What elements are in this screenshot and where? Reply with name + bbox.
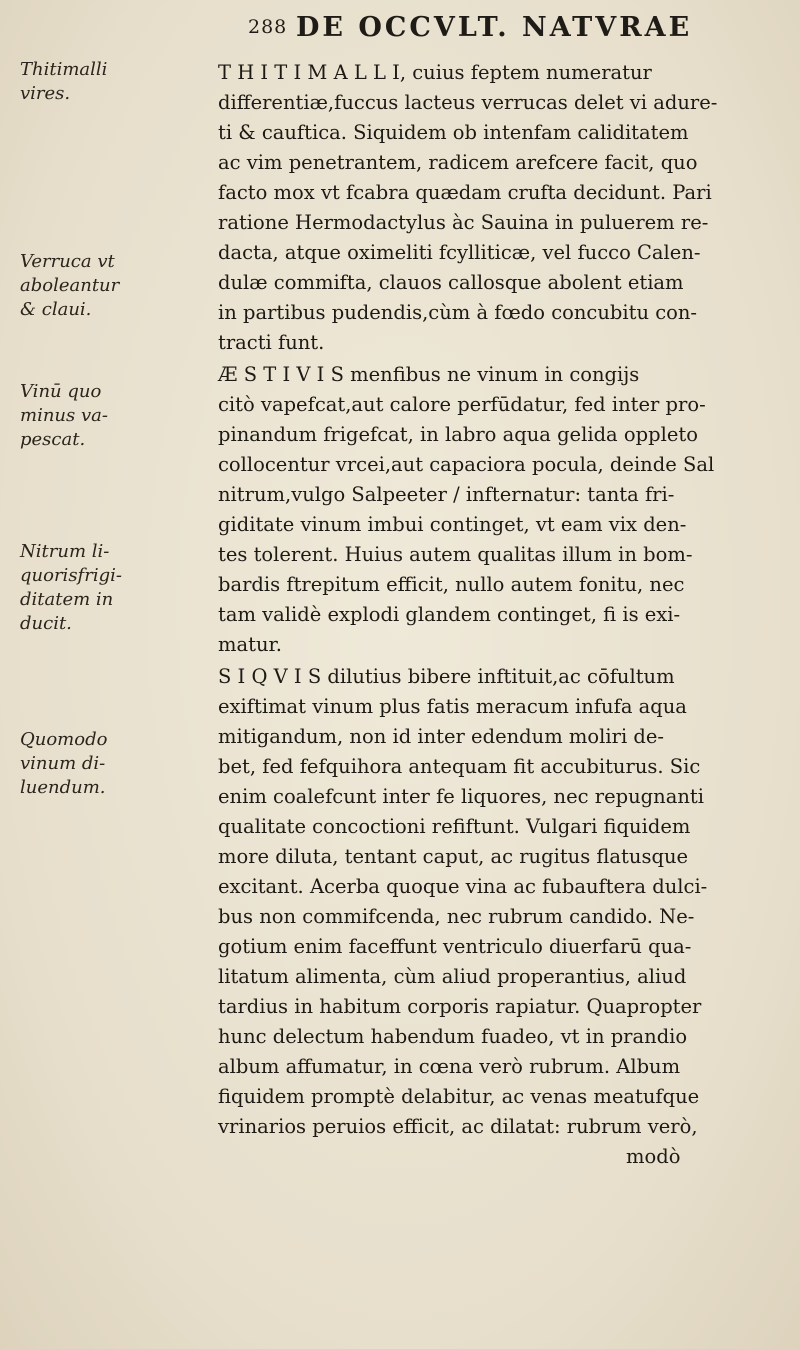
text-line: mitigandum, non id inter edendum moliri de- — [218, 725, 664, 748]
running-head: DE OCCVLT. NATVRAE — [296, 12, 693, 43]
text-line: T H I T I M A L L I, cuius feptem numeratur — [218, 61, 652, 84]
text-line: enim coalefcunt inter fe liquores, nec repugnanti — [218, 785, 704, 808]
margin-note-verruca: Verruca vt aboleantur & claui. — [20, 251, 120, 320]
margin-note-vinum: Vinū quo minus va- pescat. — [20, 381, 108, 450]
text-line: gotium enim faceffunt ventriculo diuerfarū qua- — [218, 935, 692, 958]
margin-note-quomodo: Quomodo vinum di- luendum. — [20, 729, 108, 798]
text-line: tracti funt. — [218, 331, 325, 354]
text-line: bardis ftrepitum efficit, nullo autem fonitu, nec — [218, 573, 685, 596]
page-header — [0, 12, 800, 52]
page-number: 288 — [248, 16, 288, 38]
catchword: modò — [626, 1145, 681, 1168]
text-line: tam validè explodi glandem continget, fi is exi- — [218, 603, 681, 626]
text-line: qualitate concoctioni refiftunt. Vulgari fiquidem — [218, 815, 691, 838]
text-line: ac vim penetrantem, radicem arefcere facit, quo — [218, 151, 698, 174]
text-line: vrinarios peruios efficit, ac dilatat: rubrum verò, — [218, 1115, 698, 1138]
text-line: giditate vinum imbui continget, vt eam vix den- — [218, 513, 687, 536]
text-line: excitant. Acerba quoque vina ac fubauftera dulci- — [218, 875, 708, 898]
text-line: ti & cauftica. Siquidem ob intenfam caliditatem — [218, 121, 689, 144]
text-line: pinandum frigefcat, in labro aqua gelida oppleto — [218, 423, 698, 446]
text-line: nitrum,vulgo Salpeeter / infternatur: tanta fri- — [218, 483, 675, 506]
text-line: dulæ commifta, clauos callosque abolent etiam — [218, 271, 684, 294]
text-line: collocentur vrcei,aut capaciora pocula, deinde Sal — [218, 453, 715, 476]
text-line: S I Q V I S dilutius bibere inftituit,ac cōfultum — [218, 665, 675, 688]
text-line: bus non commifcenda, nec rubrum candido. Ne- — [218, 905, 695, 928]
text-line: litatum alimenta, cùm aliud properantius, aliud — [218, 965, 687, 988]
text-line: ratione Hermodactylus àc Sauina in puluerem re- — [218, 211, 709, 234]
text-line: bet, fed fefquihora antequam fit accubiturus. Sic — [218, 755, 701, 778]
margin-note-nitrum: Nitrum li- quorisfrigi- ditatem in ducit. — [20, 541, 122, 634]
text-line: fiquidem promptè delabitur, ac venas meatufque — [218, 1085, 700, 1108]
text-line: hunc delectum habendum fuadeo, vt in prandio — [218, 1025, 688, 1048]
text-line: tes tolerent. Huius autem qualitas illum in bom- — [218, 543, 693, 566]
text-line: exiftimat vinum plus fatis meracum infufa aqua — [218, 695, 687, 718]
body-text — [218, 58, 786, 1318]
margin-note-thitimalli: Thitimalli vires. — [20, 59, 108, 104]
text-line: dacta, atque oximeliti fcylliticæ, vel fucco Calen- — [218, 241, 701, 264]
text-line: matur. — [218, 633, 282, 656]
text-line: differentiæ,fuccus lacteus verrucas delet vi adure- — [218, 91, 718, 114]
text-line: more diluta, tentant caput, ac rugitus flatusque — [218, 845, 689, 868]
text-line: citò vapefcat,aut calore perfūdatur, fed inter pro- — [218, 393, 706, 416]
text-line: facto mox vt fcabra quædam crufta decidunt. Pari — [218, 181, 712, 204]
text-line: in partibus pudendis,cùm à fœdo concubitu con- — [218, 301, 698, 324]
text-line: tardius in habitum corporis rapiatur. Quapropter — [218, 995, 702, 1018]
margin-notes — [20, 58, 180, 1318]
text-line: album affumatur, in cœna verò rubrum. Album — [218, 1055, 681, 1078]
text-line: Æ S T I V I S menfibus ne vinum in congijs — [218, 363, 640, 386]
